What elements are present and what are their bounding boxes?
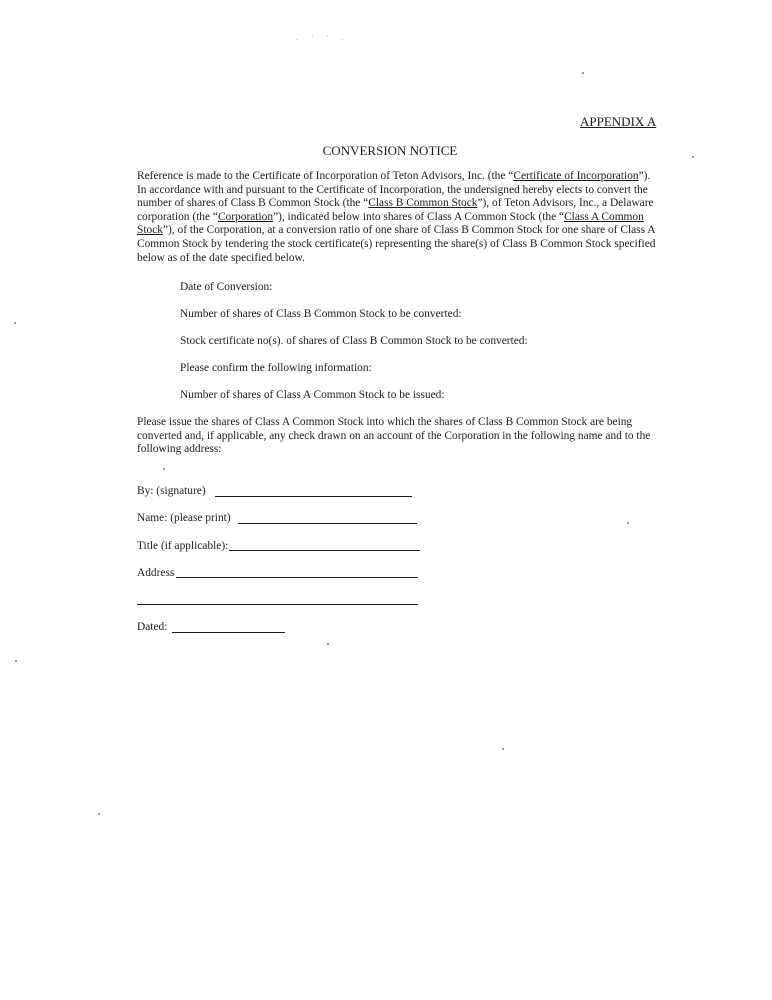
certificate-nos-label: Stock certificate no(s). of shares of Class B Common Stock to be converted: [180,335,528,347]
scan-dot [15,660,17,662]
title-line[interactable] [229,550,420,551]
class-b-shares-label: Number of shares of Class B Common Stock to be converted: [180,308,462,320]
scan-dot [627,522,629,524]
document-title: CONVERSION NOTICE [322,143,458,158]
signature-label: By: (signature) [137,485,206,497]
defined-term-corporation: Corporation [217,210,274,223]
scan-dot [14,322,16,324]
address-line-2[interactable] [137,604,418,605]
intro-text-3: ”), of Teton Advisors, Inc., a Delaware corporation (the “ [137,197,654,223]
name-label: Name: (please print) [137,512,231,524]
intro-paragraph [137,170,657,265]
scan-dot [502,748,504,750]
defined-term-class-a: Class A Common Stock [137,210,644,237]
address-line-1[interactable] [176,577,418,578]
scan-dot [582,72,584,74]
address-label: Address [137,567,175,579]
defined-term-certificate: Certificate of Incorporation [513,170,639,182]
intro-text-2: ”). In accordance with and pursuant to the Certificate of Incorporation, the undersigned hereby elects to convert the number of shares of Class B Common Stock (the “ [137,170,651,210]
class-a-shares-label: Number of shares of Class A Common Stock to be issued: [180,389,445,401]
dated-line[interactable] [172,632,285,633]
intro-text-1: Reference is made to the Certificate of Incorporation of Teton Advisors, Inc. (the “ [137,170,514,182]
name-line[interactable] [238,523,417,524]
confirm-info-label: Please confirm the following information: [180,362,372,374]
intro-text-5: ”), of the Corporation, at a conversion ratio of one share of Class B Common Stock for one share of Class A Common Stock by tendering the stock certificate(s) representing the share(s) of Class B Common Stock specified below as of the date specified below. [137,224,656,264]
scan-dot [327,643,329,645]
date-of-conversion-label: Date of Conversion: [180,281,273,293]
dated-label: Dated: [137,621,168,633]
signature-line[interactable] [215,496,412,497]
intro-text-4: ”), indicated below into shares of Class A Common Stock (the “ [273,210,565,223]
scan-speck: . ' ' . [296,34,350,42]
title-label: Title (if applicable): [137,540,229,552]
issue-paragraph: Please issue the shares of Class A Common Stock into which the shares of Class B Common Stock are being converted and, if applicable, any check drawn on an account of the Corporation in the following name and to the following address: [137,416,651,456]
scan-dot [98,813,100,815]
scan-dot [163,468,165,470]
appendix-label: APPENDIX A [580,114,657,129]
defined-term-class-b: Class B Common Stock [368,197,478,210]
